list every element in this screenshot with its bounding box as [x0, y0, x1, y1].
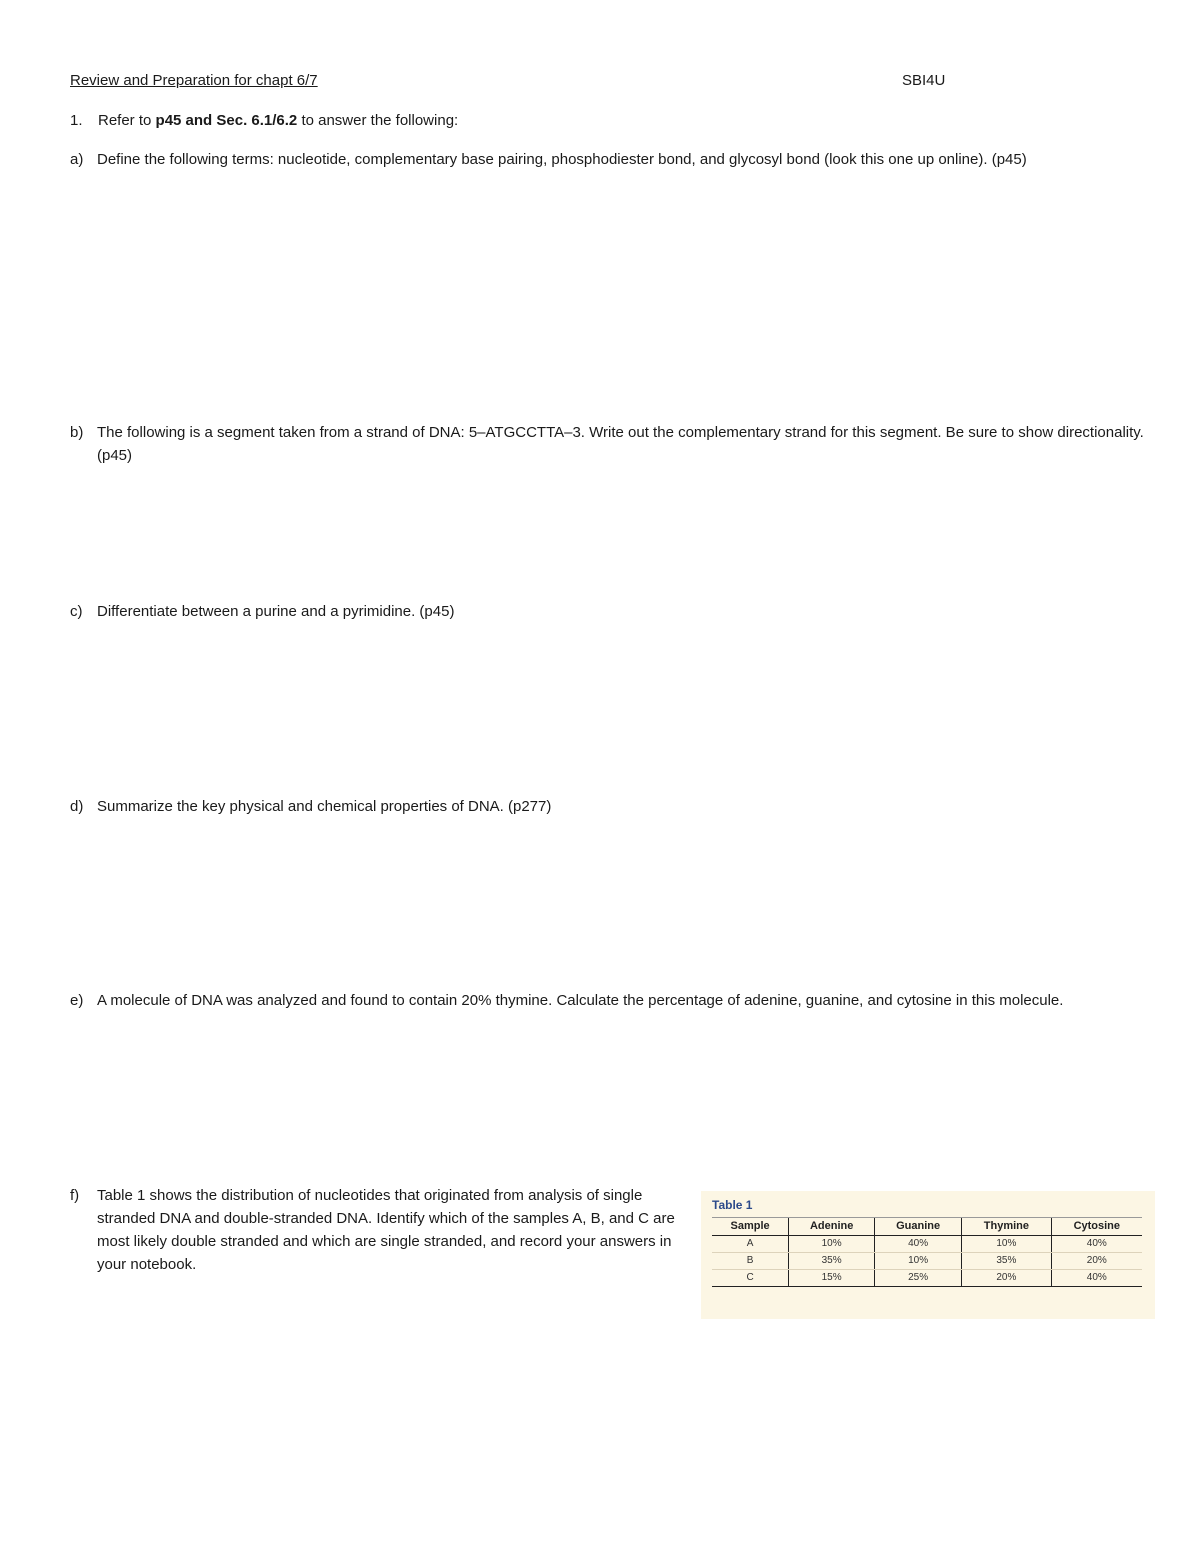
- table-caption: Table 1: [712, 1198, 753, 1212]
- part-letter: a): [70, 151, 84, 168]
- table-cell: 10%: [789, 1236, 875, 1253]
- table-cell: C: [712, 1270, 789, 1287]
- part-text: Differentiate between a purine and a pyrimidine. (p45): [97, 603, 455, 620]
- table-cell: 40%: [1051, 1236, 1142, 1253]
- question-part-f: [70, 1184, 680, 1276]
- question-number: 1.: [70, 112, 83, 129]
- table-row: [712, 1270, 1142, 1287]
- question-part-e: [70, 989, 1160, 1012]
- table-cell: 35%: [962, 1253, 1051, 1270]
- question-1: [70, 112, 458, 129]
- header-guanine: Guanine: [875, 1218, 962, 1236]
- nucleotide-table-figure: [701, 1191, 1155, 1319]
- part-letter: c): [70, 603, 83, 620]
- table-cell: 20%: [962, 1270, 1051, 1287]
- question-part-a: [70, 148, 1160, 171]
- part-text: Define the following terms: nucleotide, complementary base pairing, phosphodiester bond, and glycosyl bond (look this one up online). (p45): [97, 151, 1027, 168]
- table-cell: 35%: [789, 1253, 875, 1270]
- header-thymine: Thymine: [962, 1218, 1051, 1236]
- question-prefix: Refer to: [98, 112, 156, 129]
- part-text: Table 1 shows the distribution of nucleotides that originated from analysis of single stranded DNA and double-stranded DNA. Identify which of the samples A, B, and C are most likely double stranded and which are single stranded, and record your answers in your notebook.: [97, 1187, 675, 1273]
- table-cell: 20%: [1051, 1253, 1142, 1270]
- table-cell: A: [712, 1236, 789, 1253]
- header-cytosine: Cytosine: [1051, 1218, 1142, 1236]
- course-code: SBI4U: [902, 72, 946, 89]
- question-part-c: [70, 600, 1160, 623]
- table-cell: 40%: [875, 1236, 962, 1253]
- part-text: The following is a segment taken from a strand of DNA: 5–ATGCCTTA–3. Write out the complementary strand for this segment. Be sure to show directionality. (p45): [97, 424, 1144, 464]
- table-cell: 40%: [1051, 1270, 1142, 1287]
- header-sample: Sample: [712, 1218, 789, 1236]
- part-text: A molecule of DNA was analyzed and found to contain 20% thymine. Calculate the percentage of adenine, guanine, and cytosine in this molecule.: [97, 992, 1064, 1009]
- question-part-d: [70, 795, 1160, 818]
- nucleotide-table: [712, 1217, 1142, 1287]
- table-cell: B: [712, 1253, 789, 1270]
- part-text: Summarize the key physical and chemical properties of DNA. (p277): [97, 798, 552, 815]
- page-title: Review and Preparation for chapt 6/7: [70, 72, 318, 89]
- table-cell: 10%: [962, 1236, 1051, 1253]
- table-cell: 25%: [875, 1270, 962, 1287]
- table-row: [712, 1253, 1142, 1270]
- table-row: [712, 1236, 1142, 1253]
- question-suffix: to answer the following:: [297, 112, 459, 129]
- table-cell: 10%: [875, 1253, 962, 1270]
- part-letter: b): [70, 424, 84, 441]
- header-adenine: Adenine: [789, 1218, 875, 1236]
- part-letter: f): [70, 1187, 80, 1204]
- table-header-row: [712, 1218, 1142, 1236]
- question-part-b: [70, 421, 1160, 467]
- table-cell: 15%: [789, 1270, 875, 1287]
- part-letter: e): [70, 992, 84, 1009]
- part-letter: d): [70, 798, 84, 815]
- question-reference: p45 and Sec. 6.1/6.2: [155, 112, 298, 129]
